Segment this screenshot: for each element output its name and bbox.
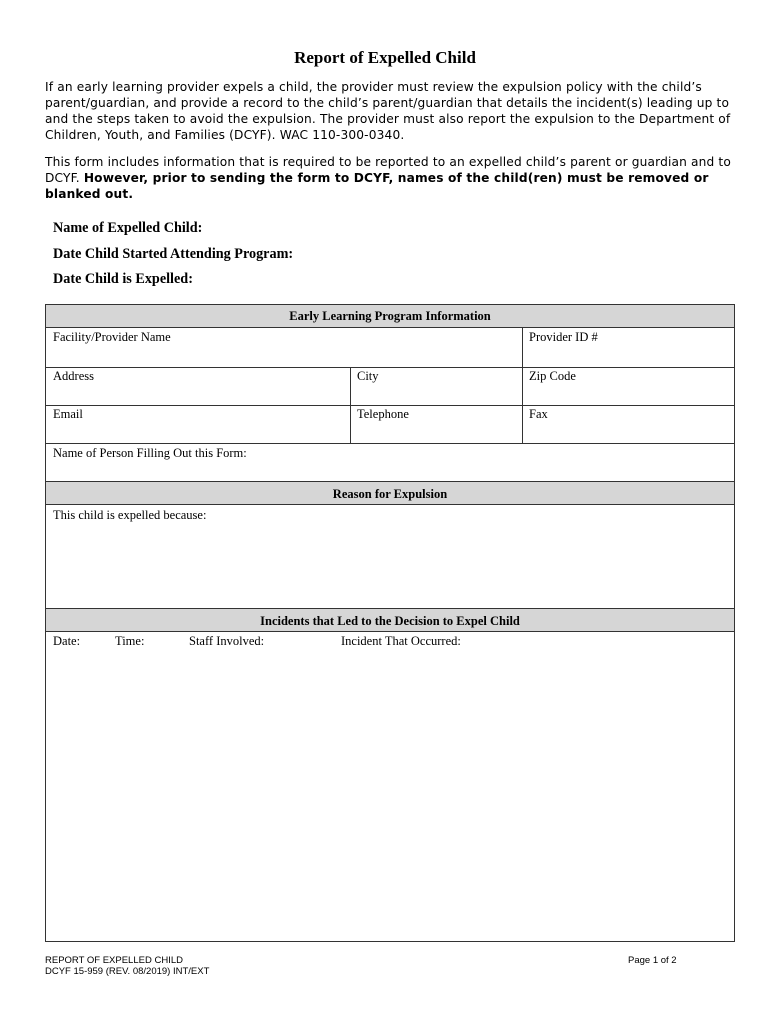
zip-code-field[interactable]: Zip Code bbox=[529, 369, 576, 383]
staff-involved-label: Staff Involved: bbox=[189, 634, 265, 648]
person-filling-form-field[interactable]: Name of Person Filling Out this Form: bbox=[53, 446, 247, 460]
reason-header: Reason for Expulsion bbox=[46, 481, 734, 505]
expelled-date-label: Date Child is Expelled: bbox=[53, 271, 193, 287]
intro-paragraph: If an early learning provider expels a child, the provider must review the expulsion policy with the child’s parent/guardian, and provide a record to the child’s parent/guardian that details the incident(s) leading up to and the steps taken to avoid the expulsion. The provider must also report the expulsion to the Department of Children, Youth, and Families (DCYF). WAC 110-300-0340. bbox=[45, 80, 731, 142]
column-divider bbox=[522, 328, 523, 367]
report-form-table bbox=[45, 304, 735, 942]
document-title: Report of Expelled Child bbox=[294, 48, 476, 67]
facility-name-field[interactable]: Facility/Provider Name bbox=[53, 330, 171, 344]
fax-field[interactable]: Fax bbox=[529, 407, 548, 421]
email-field[interactable]: Email bbox=[53, 407, 83, 421]
incident-occurred-label: Incident That Occurred: bbox=[341, 634, 461, 648]
footer-form-name: REPORT OF EXPELLED CHILD bbox=[45, 955, 183, 966]
start-date-label: Date Child Started Attending Program: bbox=[53, 246, 294, 262]
address-field[interactable]: Address bbox=[53, 369, 94, 383]
provider-id-field[interactable]: Provider ID # bbox=[529, 330, 598, 344]
column-divider bbox=[350, 367, 351, 443]
telephone-field[interactable]: Telephone bbox=[357, 407, 409, 421]
row-divider bbox=[46, 367, 734, 368]
city-field[interactable]: City bbox=[357, 369, 379, 383]
notice-paragraph bbox=[45, 154, 735, 202]
reason-field[interactable]: This child is expelled because: bbox=[53, 508, 207, 522]
incident-time-label: Time: bbox=[115, 634, 145, 648]
footer-page-number: Page 1 of 2 bbox=[628, 955, 677, 966]
expelled-child-name-label: Name of Expelled Child: bbox=[53, 220, 203, 236]
notice-bold-text: However, prior to sending the form to DCYF, names of the child(ren) must be removed or blanked out. bbox=[45, 171, 709, 201]
program-info-header: Early Learning Program Information bbox=[46, 305, 734, 328]
incidents-header: Incidents that Led to the Decision to Expel Child bbox=[46, 608, 734, 632]
row-divider bbox=[46, 443, 734, 444]
notice-text: This form includes information that is required to be reported to an expelled child’s parent or guardian and to DCYF. bbox=[45, 155, 731, 185]
incident-date-label: Date: bbox=[53, 634, 81, 648]
footer-form-number: DCYF 15-959 (REV. 08/2019) INT/EXT bbox=[45, 966, 210, 977]
row-divider bbox=[46, 405, 734, 406]
footer-left bbox=[45, 955, 209, 977]
column-divider bbox=[522, 367, 523, 443]
